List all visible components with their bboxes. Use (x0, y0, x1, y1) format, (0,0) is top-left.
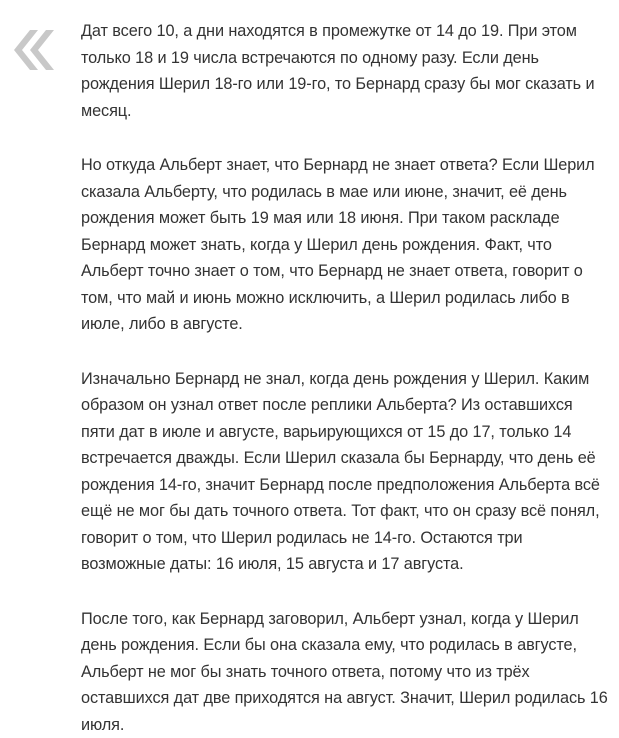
paragraph-4: После того, как Бернард заговорил, Альберт узнал, когда у Шерил день рождения. Если бы она сказала ему, что родилась в августе, Альберт не мог бы знать точного ответа, потому что из трёх оставшихся дат две приходятся на август. Значит, Шерил родилась 16 июля. (81, 606, 609, 738)
paragraph-2: Но откуда Альберт знает, что Бернард не знает ответа? Если Шерил сказала Альберту, что родилась в мае или июне, значит, её день рождения может быть 19 мая или 18 июня. При таком раскладе Бернард может знать, когда у Шерил день рождения. Факт, что Альберт точно знает о том, что Бернард не знает ответа, говорит о том, что май и июнь можно исключить, а Шерил родилась либо в июле, либо в августе. (81, 152, 609, 338)
article-text (81, 18, 609, 738)
paragraph-1: Дат всего 10, а дни находятся в промежутке от 14 до 19. При этом только 18 и 19 числа встречаются по одному разу. Если день рождения Шерил 18-го или 19-го, то Бернард сразу бы мог сказать и месяц. (81, 18, 609, 124)
guillemet-left-icon (10, 28, 58, 72)
paragraph-3: Изначально Бернард не знал, когда день рождения у Шерил. Каким образом он узнал ответ после реплики Альберта? Из оставшихся пяти дат в июле и августе, варьирующихся от 15 до 17, только 14 встречается дважды. Если Шерил сказала бы Бернарду, что день её рождения 14-го, значит Бернард после предположения Альберта всё ещё не мог бы дать точного ответа. Тот факт, что он сразу всё понял, говорит о том, что Шерил родилась не 14-го. Остаются три возможные даты: 16 июля, 15 августа и 17 августа. (81, 366, 609, 578)
